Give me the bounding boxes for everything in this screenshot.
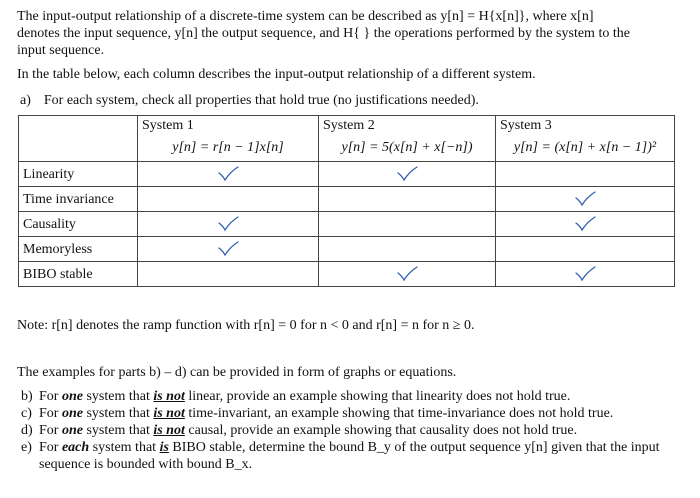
- system-3-formula: y[n] = (x[n] + x[n − 1])²: [496, 134, 675, 162]
- examples-intro: The examples for parts b) – d) can be provided in form of graphs or equations.: [17, 365, 457, 380]
- parts-list: [21, 388, 681, 473]
- part-label: b): [21, 389, 33, 404]
- check-cell-system-1: [138, 162, 319, 187]
- part-emphasis: each: [61, 440, 90, 455]
- system-2-name: System 2: [319, 116, 496, 135]
- part-item: [21, 405, 681, 422]
- part-text: For: [39, 423, 62, 438]
- checkmark-icon: [217, 216, 239, 232]
- part-text: system that: [82, 423, 154, 438]
- check-cell-system-1: [138, 237, 319, 262]
- property-row: [19, 237, 675, 262]
- part-text: BIBO stable, determine the bound B_y of the output sequence y[n] given that the input sequence is bounded with bound B_x.: [39, 440, 660, 472]
- system-1-name: System 1: [138, 116, 319, 135]
- intro-line-3: input sequence.: [17, 43, 105, 58]
- check-cell-system-3: [496, 187, 675, 212]
- check-cell-system-2: [319, 262, 496, 287]
- part-emphasis: one: [61, 389, 83, 404]
- properties-table: [18, 115, 675, 287]
- part-text: system that: [82, 406, 154, 421]
- part-text: For: [39, 440, 62, 455]
- corner-cell: [19, 116, 138, 135]
- part-text: time-invariant, an example showing that time-invariance does not hold true.: [184, 406, 614, 421]
- property-row: [19, 162, 675, 187]
- checkmark-icon: [217, 166, 239, 182]
- intro-paragraph: [17, 8, 681, 59]
- checkmark-icon: [396, 266, 418, 282]
- check-cell-system-1: [138, 212, 319, 237]
- checkmark-icon: [574, 191, 596, 207]
- part-label: e): [21, 440, 32, 455]
- corner-cell-lower: [19, 134, 138, 162]
- part-a: [20, 92, 684, 109]
- part-emphasis: is not: [153, 423, 185, 438]
- part-text: system that: [82, 389, 154, 404]
- ramp-note: Note: r[n] denotes the ramp function with r[n] = 0 for n < 0 and r[n] = n for n ≥ 0.: [17, 318, 475, 333]
- check-cell-system-3: [496, 237, 675, 262]
- check-cell-system-2: [319, 212, 496, 237]
- intro-line-2: denotes the input sequence, y[n] the output sequence, and H{ } the operations performed by the system to the: [17, 26, 630, 41]
- part-item: [21, 388, 681, 405]
- checkmark-icon: [574, 266, 596, 282]
- part-label: c): [21, 406, 32, 421]
- part-a-label: a): [20, 93, 31, 108]
- part-text: For: [39, 406, 62, 421]
- checkmark-icon: [217, 241, 239, 257]
- check-cell-system-1: [138, 262, 319, 287]
- system-3-name: System 3: [496, 116, 675, 135]
- checkmark-icon: [574, 216, 596, 232]
- part-emphasis: is not: [153, 389, 185, 404]
- property-name: Time invariance: [19, 187, 138, 212]
- check-cell-system-3: [496, 262, 675, 287]
- property-name: Memoryless: [19, 237, 138, 262]
- checkmark-icon: [396, 166, 418, 182]
- part-text: For: [39, 389, 62, 404]
- part-item: [21, 439, 681, 473]
- property-row: [19, 262, 675, 287]
- property-row: [19, 212, 675, 237]
- part-emphasis: one: [61, 406, 83, 421]
- part-label: d): [21, 423, 33, 438]
- table-intro: In the table below, each column describes the input-output relationship of a different system.: [17, 67, 536, 82]
- property-name: Causality: [19, 212, 138, 237]
- part-emphasis: is: [159, 440, 169, 455]
- check-cell-system-3: [496, 212, 675, 237]
- part-emphasis: one: [61, 423, 83, 438]
- check-cell-system-3: [496, 162, 675, 187]
- part-text: causal, provide an example showing that causality does not hold true.: [184, 423, 578, 438]
- intro-line-1: The input-output relationship of a discrete-time system can be described as y[n] = H{x[n]}, where x[n]: [17, 9, 594, 24]
- check-cell-system-2: [319, 237, 496, 262]
- part-item: [21, 422, 681, 439]
- system-1-formula: y[n] = r[n − 1]x[n]: [138, 134, 319, 162]
- part-text: system that: [89, 440, 160, 455]
- check-cell-system-2: [319, 162, 496, 187]
- check-cell-system-1: [138, 187, 319, 212]
- property-row: [19, 187, 675, 212]
- system-2-formula: y[n] = 5(x[n] + x[−n]): [319, 134, 496, 162]
- part-text: linear, provide an example showing that linearity does not hold true.: [184, 389, 571, 404]
- table-header-row-names: [19, 116, 675, 135]
- property-name: BIBO stable: [19, 262, 138, 287]
- part-emphasis: is not: [153, 406, 185, 421]
- check-cell-system-2: [319, 187, 496, 212]
- property-name: Linearity: [19, 162, 138, 187]
- table-header-row-formulas: [19, 134, 675, 162]
- part-a-text: For each system, check all properties that hold true (no justifications needed).: [43, 93, 479, 108]
